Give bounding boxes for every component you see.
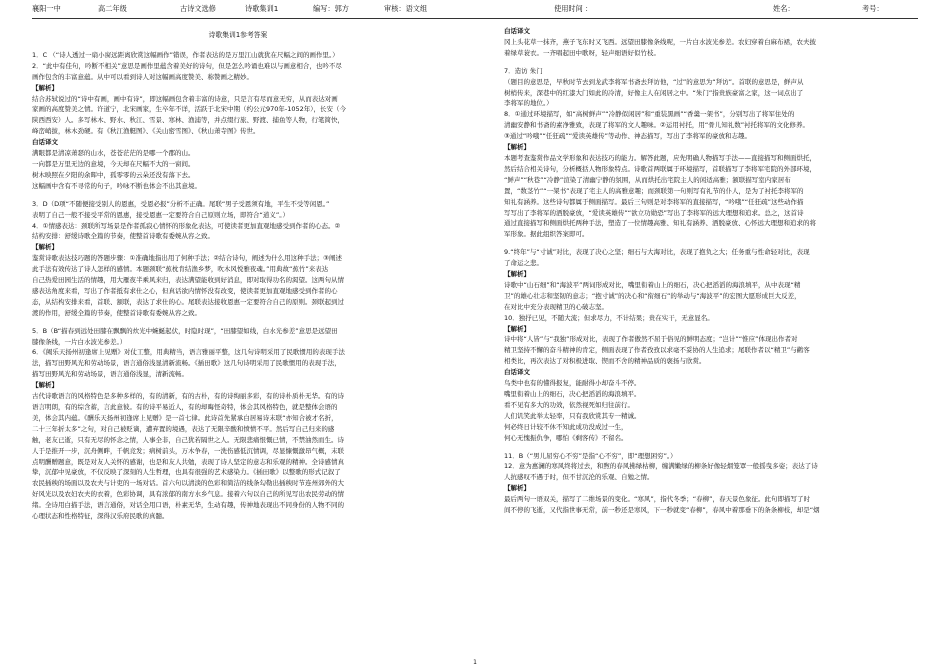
text-line: 何心无愧振仇争，哪怕《剩客传》不留名。 — [504, 433, 628, 442]
text-line: 农民插秧的场面以及农夫与计吏的一场对话。首六句以清淡的色彩和简洁的线条勾勒出插秧时节连州郊外的大 — [32, 479, 344, 488]
section-heading: 【解析】 — [32, 381, 58, 390]
editor-label: 编写：郭方 — [313, 4, 349, 13]
text-line: 冈上头花草一抹齐，燕子飞东时又飞西。远望田膝像条线呢，一片白水波光参差。农妇穿着白麻布裙，农夫披 — [504, 37, 816, 46]
text-line: 诗中将“人皆”与“我独”形成对比，表现了作者傲然不屈于俗见的鲜明态度；“岂计”“惟应”体现出作者对 — [504, 335, 798, 344]
text-line: 鸟类中也有的懂得报复，能耐得小却奋斗不停。 — [504, 379, 641, 388]
text-line: 置，“数茎竹”“一架书”表现了宅主人的高雅意趣；而颈联第一句则写有礼节的仆人，是为了衬托李将军的 — [504, 186, 804, 195]
text-line: 触，老友已逝，只有无尽的怀念之情，人事全非，自己犹若隔世之人。无限悲痛恨慨已情，不禁油然而生。诗 — [32, 435, 344, 444]
text-line: 膝像条线，一片白水波光参差。） — [32, 337, 127, 346]
spacer — [32, 192, 444, 199]
text-line: 精卫坚持不懈的奋斗精神的肯定，侧面表现了作者孜孜以求毫不妥协的人生追求；尾联作者以“精卫”与鹳客 — [504, 346, 810, 355]
text-line: 4．①情感表达：颈联所写场景是作者孤寂心情怀的形象化表达，可使读者更加直观地感受到作者的心态。② — [32, 221, 341, 230]
text-line: 树梢传来，深巷中的红漆大门如此的冷清，好像主人在闲居之中。“朱门”指贵族豪富之家，这一词点出了 — [504, 88, 804, 97]
right-column — [504, 26, 916, 516]
text-line: 古代诗歌语言的风格特色是多种多样的，有的清新，有的古朴，有的诗绚丽多彩，有的诗朴质朴无华。有的诗 — [32, 392, 344, 401]
section-heading: 白话译文 — [32, 138, 58, 147]
text-line: 写写出了李将军的洒脱豪放，“爱读英雄传”“欲立功勋恐”写出了李将军的远大理想和追求。总之，这首诗 — [504, 208, 804, 217]
text-line: 诗歌中“山石细”和“海波平”两词形成对比，嘴里衔着山上的细石，决心把滔滔的海浪填平，从中表现“精 — [504, 280, 801, 289]
id-label: 考号： — [862, 4, 884, 13]
text-line: 语言明朗，有的综含蓄，言此意彼。有的诗平易近人，有的却晦怪奇特，体会其风格特色，就是整体会语的 — [32, 403, 338, 411]
text-line: 心理状态和性格特征，深得汉乐府民歌的真髓。 — [32, 512, 169, 521]
text-line: 家画的高度赞美之情。许道宁，北宋画家，生卒年不详，活跃于北宋中期（约公元970年-1052年），长安（今 — [32, 105, 347, 114]
text-line: （题目的意思是，早秋时节去到龙武李将军书斋去拜访他，“过”的意思为“拜访”。首联的意思是，鲜声从 — [504, 77, 804, 86]
text-line: 满眼都是清凉萧瑟的山水，苍苍茫茫的是哪一个郡的山。 — [32, 149, 195, 158]
section-heading: 【解析】 — [504, 484, 530, 493]
course-label: 古诗文选修 — [180, 4, 216, 13]
text-line: 6．《阙乐天扬州初逢席上见赠》对仗工整，用典精当，语言雅丽平整，这几句诗明采用了民歌惯用的表现手法 — [32, 348, 345, 357]
text-line: 此手法有效传达了诗人怎样的感情。本题颈联“蕉枕肯结渔乡梦，吹木风悦雅夜魂。”用典故“蕉竹”来表达 — [32, 265, 329, 274]
spacer — [32, 319, 444, 326]
text-line: 态，从结构安排来看，首联、颔联，表达了求仕的心。尾联表达接收恩惠一定要符合自己的原则。颈联起到过 — [32, 297, 344, 306]
section-heading: 【解析】 — [504, 270, 530, 279]
doc-title: 诗歌集训1 — [245, 4, 279, 13]
text-line: 然后结合相关诗句，分析概括人物形象特点。诗歌首两联属于环境描写，首联描写了李将军宅院的外部环境， — [504, 164, 816, 173]
text-line: 美，体会其内蕴。《酬乐天扬州初逢席上见赠》是一首七律。此诗首先紧承白居易诗末联“亦知合被才名折， — [32, 413, 338, 422]
text-line: 峰峦峭拔，林木劲硬。有《秋江渔艇图》、《关山密雪图》、《秋山萧寺图》传世。 — [32, 127, 260, 136]
text-line: 人抗感叹不遇于时，但不甘沉沦的乐观、自勉之情。 — [504, 473, 654, 482]
spacer — [504, 240, 916, 247]
section-heading: 【解析】 — [504, 143, 530, 152]
text-line: 人们讥笑此举太轻率，只有我欣赏其专一精诚。 — [504, 411, 641, 420]
text-line: 结构安排：舒缓诗歌全篇的节奏，使整首诗歌有委婉从容之致。 — [32, 232, 214, 241]
text-line: 9.“终年”与“寸诚”对比，表现了决心之坚；细石与大海对比，表现了抱负之大；任务重与性命轻对比，表现 — [504, 248, 810, 257]
name-label: 姓名： — [773, 4, 795, 13]
text-line: 在对比中充分表现精卫的心破志坚。 — [504, 302, 608, 311]
text-line: 一向都是万里无边的意境，今天却在尺幅不大的一窗间。 — [32, 159, 195, 168]
text-line: 鉴赏诗歌表达技巧题的答题步骤：①准确地指出用了何种手法；②结合诗句，阐述为什么用这种手法；③阐述 — [32, 254, 342, 263]
school-name: 襄阳一中 — [32, 4, 61, 13]
text-line: 看不见有多大的功效，依然视死如归往前行。 — [504, 400, 634, 409]
text-line: “鲜声”“秋巷”“冷静”渲染了清幽宁静的氛围，从而烘托出宅院主人的闲适高雅；颔联描写室内家居布 — [504, 175, 791, 184]
text-line: 李将军的地位。） — [504, 99, 553, 108]
section-heading: 白话译文 — [504, 27, 530, 35]
text-line: 二十三年折太多”之句，对自己被贬谪，遭弃置的境遇，表达了无限辛酸和愤愤不平。然后写自己归来的感 — [32, 424, 335, 433]
text-line: 点明酬赠题意，既是对友人关怀的感谢，也是和友人共勉，表现了诗人坚定的意志和乐观的精神。全诗感情真 — [32, 457, 344, 466]
text-line: 8．①通过环境描写，如“高树鲜声”“冷静似闲居”和“重装黑画”“香羹一架书”，分别写出了将军住处的 — [504, 110, 795, 119]
text-line: 嘴里衔着山上的细石，决心把滔滔的海浪填平。 — [504, 390, 641, 398]
use-time-label: 使用时间 ： — [554, 4, 593, 13]
text-line: 人于是推开一步，沉舟侧畔，千帆竞发；病树前头，万木争春，一洗伤感低沉情调，尽显慷慨激昂气概，末联 — [32, 446, 344, 455]
text-line: 表明了自己一般不接受平常的恩惠，接受恩惠一定要符合自己原则立场，即符合“道义”。） — [32, 210, 289, 219]
reviewer-label: 审核：语文组 — [384, 4, 428, 13]
text-line: 7．造访 朱门 — [504, 66, 543, 75]
text-line: 法，描写田野风光和劳动场景，语言通俗浅显清新流畅。《插田歌》这几句诗明采用了民歌惯用的表现手法， — [32, 359, 341, 368]
text-line: 军形象。据此组织答案即可。 — [504, 230, 589, 239]
page-header — [0, 0, 950, 20]
text-line: 这幅画中含有不寻常的句子，吟咏不断也体会不出其意境。 — [32, 181, 201, 190]
text-line: 结合苏轼说过的“诗中有画，画中有诗”，即这幅画包含着丰富的诗意，只是言有尽而意无穷，从而表达对画 — [32, 94, 338, 103]
text-line: 陕西西安）人。多写林木、野水、秋江、雪景、寒林、渔浦等，并点缀行旅、野渡、捕鱼等人物，行笔简快， — [32, 116, 344, 125]
text-line: 了命运之悲。 — [504, 259, 543, 268]
text-line: 绪。全诗用白描手法，语言通俗，对话全用口语，朴素无华，生动有趣，传神地表现出不同身份的人物不同的 — [32, 501, 344, 510]
text-line: 渡的作用，舒缓全篇的节奏，使整首诗歌有委婉从容之致。 — [32, 308, 201, 317]
text-line: 3．D（D项“不随便接受别人的恩惠，受恩必报”分析不正确。尾联“男子受恩须有地，平生不受等闲恩。” — [32, 199, 330, 208]
text-line: 5．B（B“描春到远处田膝在飘飘的炊光中蜿蜒起伏，时隐时现”，“田膝望如线，白水光参差”意思是远望田 — [32, 326, 338, 335]
text-line: 好风光以及农妇农夫的衣着，色彩协调，具有浓郁的南方水乡气息。接着六句以自己的所见写出农民劳动的情 — [32, 490, 344, 499]
text-line: 自己热爱田园生活的情趣，用大雁夜半乘风来归，表达满望能收到好消息，即对取得功名的渴望。这两句从情 — [32, 276, 344, 285]
text-line: 描写田野风光和劳动场景，语言通俗浅显，清新流畅。 — [32, 370, 188, 379]
section-heading: 【解析】 — [504, 324, 530, 333]
header-rule — [32, 18, 918, 19]
text-line: 最后两句一语双关，描写了二维场景的变化。“寒风”，指代冬季；“春柳”，春天景色象征。此句即描写了时 — [504, 495, 810, 504]
section-heading: 【解析】 — [32, 243, 58, 252]
left-column — [32, 26, 444, 522]
page-number: 1 — [473, 659, 477, 666]
spacer — [504, 444, 916, 451]
text-line: 画作包含的丰富意蕴。从中可以看到诗人对这幅画高度赞美、称赞画之精妙。 — [32, 72, 253, 81]
text-line: 卫”的雄心壮志和坚韧的意志；“抱寸诚”的决心和“衔细石”的举动与“海波平”的宏图大愿形成巨大反差， — [504, 291, 801, 300]
text-line: ③通过“吟哦”“任狂疏”“爱读英雄传”等动作、神态描写，写出了李将军的豪放和志趣。 — [504, 132, 752, 141]
text-line: 感表达角度来看，写出了作者抵有求仕之心，但真话欲内情怀没有改变，使读者更加直观地感受到作者的心 — [32, 286, 338, 295]
spacer — [504, 59, 916, 66]
section-heading: 白话译文 — [504, 368, 530, 377]
text-line: 着绿草蓑衣。一齐唱起田中歌呀，轻声细语好似竹枝。 — [504, 48, 660, 57]
text-line: 树木映照在夕阳的余晖中，孤零零的云朵还没有落下去。 — [32, 170, 195, 179]
section-heading: 【解析】 — [32, 83, 58, 92]
answer-title: 诗歌集训1参考答案 — [208, 31, 268, 39]
text-line: 知礼有涵养。这些诗句都属于侧面描写。最后三句则是对李将军的直接描写，“吟哦”“任狂疏”这些动作描 — [504, 197, 804, 206]
text-line: 10．独抒已见，不随大流；但求尽力，不计结果；贵在实干，无意显名。 — [504, 313, 714, 322]
text-line: 2．“此中有佳句，吟断不相关”意思是画作里蕴含着美好的诗句，但是怎么吟诵也难以与画意相合，也吟不尽 — [32, 61, 342, 70]
text-line: 本题考查鉴赏作品文学形象和表达技巧的能力。解答此题，应先明确人物描写手法——直接描写和侧面烘托， — [504, 153, 816, 162]
text-line: 清幽安静和书斋的素净雅致，表现了将军的文人趣味。②运用衬托，用“骨儿知礼数”衬托将军的文化修养。 — [504, 121, 810, 130]
text-line: 挚，沉郁中见豪放，不仅反映了深刻的人生哲理，也具有很强的艺术感染力。《插田歌》以整歌的形式记叙了 — [32, 468, 341, 477]
text-line: 何必终日计较不休不知此成功没成过一生， — [504, 422, 628, 431]
text-line: 相类比，再次表达了对积极进取、锲而不舍的精神品质的褒扬与欣赏。 — [504, 357, 706, 366]
text-line: 11．B（“男儿屈穷心不穷”是指“心不穷”，即“理想困穷”。） — [504, 451, 677, 460]
grade-label: 高二年级 — [98, 4, 127, 13]
text-line: 12．意为惠澜的寒风终将过去，和煦的春风拂绿枯柳，缠满嫩绿的柳条好像轻烟笼罩一般摇曳多姿；表达了诗 — [504, 462, 818, 471]
text-line: 通过直接描写和侧面烘托两种手法，塑造了一位情趣高雅、知礼有涵养、洒脱豪放、心怀远大理想和追求的将 — [504, 219, 816, 228]
text-line: 1．C （“诗人透过一扇小窗远距离欣赏这幅画作”错误，作者表达的是万里江山就犹在尺幅之间的画作里。） — [32, 50, 339, 59]
text-line: 间不停的飞逝，又代指世事无常，前一秒还是寒风，下一秒就变“春柳”，春风中着那垂下的条条柳枝，却是“烟 — [504, 506, 820, 515]
